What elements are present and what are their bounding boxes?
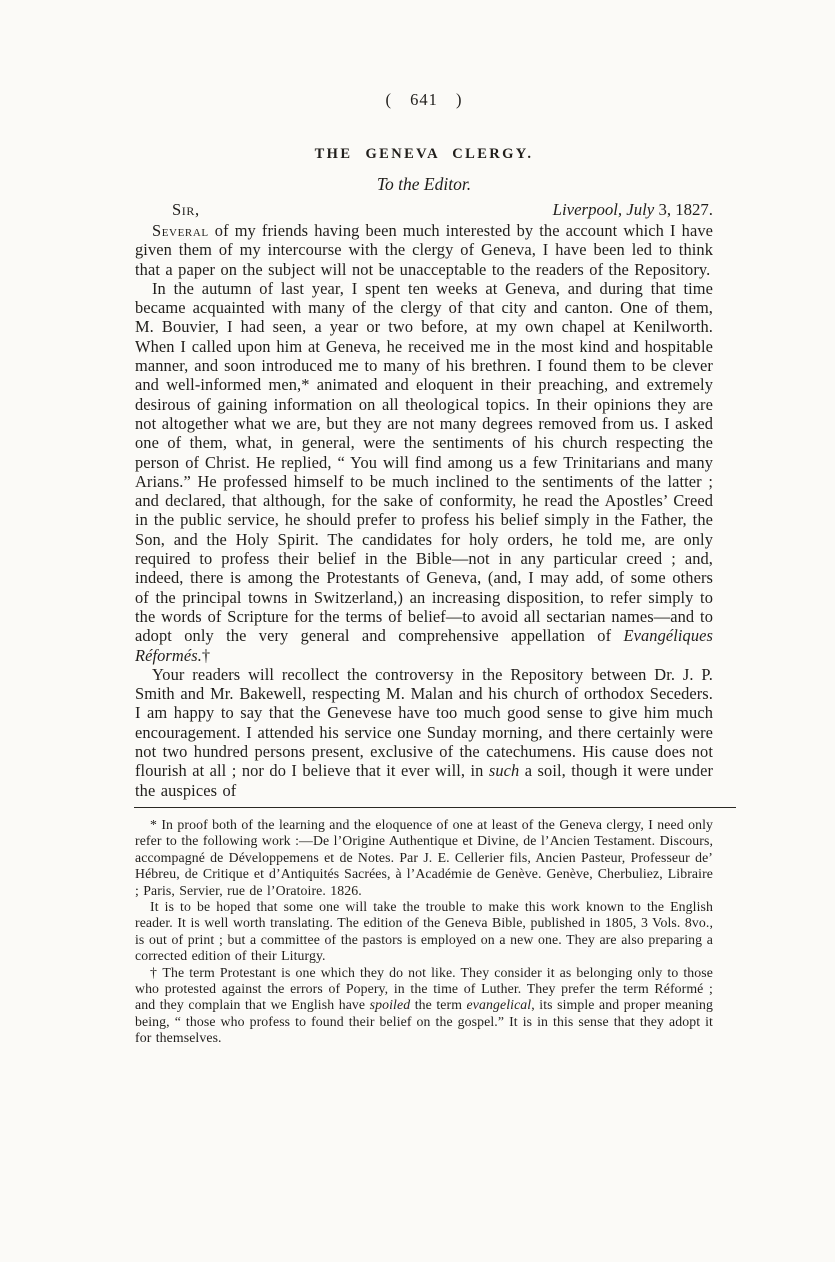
- article-title: THE GENEVA CLERGY.: [314, 146, 534, 162]
- salutation: Sir,: [172, 200, 200, 219]
- body-paragraph: In the autumn of last year, I spent ten weeks at Geneva, and during that time became acquainted with many of the clergy of that city and canton. One of them, M. Bouvier, I had seen, a year or two before, at my own chapel at Kenilworth. When I called upon him at Geneva, he received me in the most kind and hospitable manner, and soon introduced me to many of his brethren. I found them to be clever and well-informed men,* animated and eloquent in their preaching, and extremely desirous of gaining information on all theological topics. In their opinions they are not altogether what we are, but they are not many degrees removed from us. I asked one of them, what, in general, were the sentiments of his church respecting the person of Christ. He replied, “ You will find among us a few Trinitarians and many Arians.” He professed himself to be much inclined to the sentiments of the latter ; and declared, that although, for the sake of conformity, he read the Apostles’ Creed in the public service, he should prefer to profess his belief simply in the Father, the Son, and the Holy Spirit. The candidates for holy orders, he told me, are only required to profess their belief in the Bible—not in any particular creed ; and, indeed, there is among the Protestants of Geneva, (and, I may add, of some others of the principal towns in Switzerland,) an increasing disposition, to refer simply to the words of Scripture for the terms of belief—to avoid all sectarian names—and to adopt only the very general and comprehensive appellation of Evangéliques Réformés.†: [135, 278, 713, 665]
- body-paragraph: Several of my friends having been much interested by the account which I have given them of my intercourse with the clergy of Geneva, I have been led to think that a paper on the subject will not be unacceptable to the readers of the Repository.: [135, 221, 713, 279]
- dateline: Liverpool, July 3, 1827.: [552, 200, 713, 219]
- page-number: ( 641 ): [385, 90, 463, 109]
- footnotes-section: [135, 817, 713, 1047]
- text-block: [135, 90, 713, 1047]
- footnote-paragraph: * In proof both of the learning and the eloquence of one at least of the Geneva clergy, I need only refer to the following work :—De l’Origine Authentique et Divine, de l’Ancien Testament. Discours, accompagné de Développemens et de Notes. Par J. E. Cellerier fils, Ancien Pasteur, Professeur de’ Hébreu, de Critique et d’Antiquités Sacrées, à l’Académie de Genève. Genève, Cherbuliez, Libraire ; Paris, Servier, rue de l’Oratoire. 1826.: [135, 816, 714, 898]
- footnote-divider: [134, 807, 736, 808]
- article-subtitle: To the Editor.: [376, 174, 472, 194]
- footnote-paragraph: † The term Protestant is one which they do not like. They consider it as belonging only to those who protested against the errors of Popery, in the time of Luther. They prefer the term Réformé ; and they complain that we English have spoiled the term evangelical, its simple and proper meaning being, “ those who profess to found their belief on the gospel.” It is in this sense that they adopt it for themselves.: [135, 964, 714, 1046]
- salutation-row: [135, 200, 713, 219]
- body-paragraph: Your readers will recollect the controversy in the Repository between Dr. J. P. Smith and Mr. Bakewell, respecting M. Malan and his church of orthodox Seceders. I am happy to say that the Genevese have too much good sense to give him much encouragement. I attended his service one Sunday morning, and there certainly were not two hundred persons present, exclusive of the catechumens. His cause does not flourish at all ; nor do I believe that it ever will, in such a soil, though it were under the auspices of: [135, 664, 714, 800]
- footnote-paragraph: It is to be hoped that some one will take the trouble to make this work known to the English reader. It is well worth translating. The edition of the Geneva Bible, published in 1805, 3 Vols. 8vo., is out of print ; but a committee of the pastors is employed on a new one. They are also preparing a corrected edition of their Liturgy.: [135, 898, 713, 964]
- letter-body: [135, 221, 713, 800]
